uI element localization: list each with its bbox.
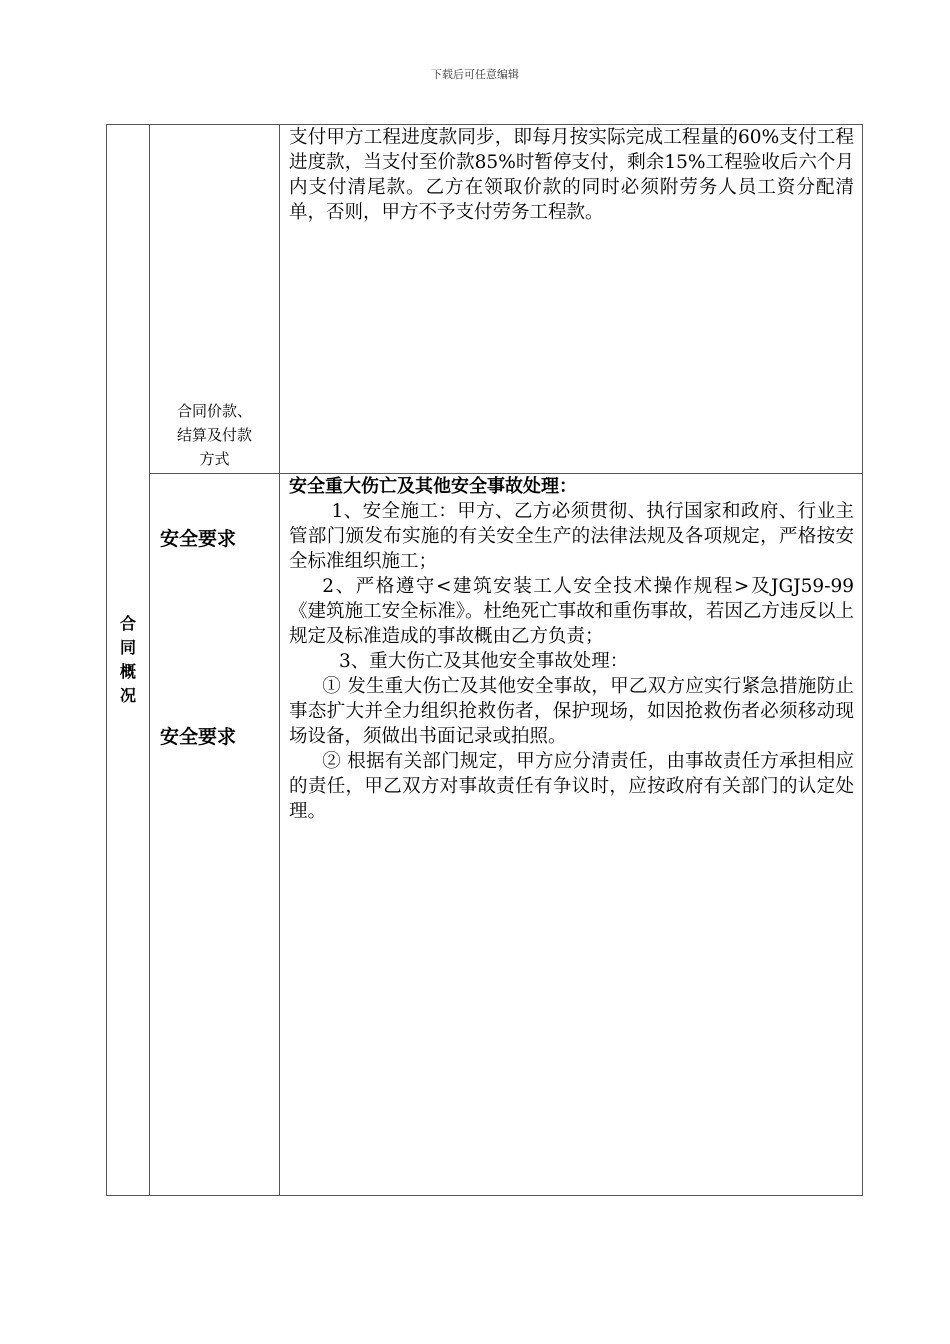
- safety-label-bottom: 安全要求: [160, 726, 237, 748]
- outer-label-char: 概: [119, 662, 136, 681]
- safety-heading: 安全重大伤亡及其他安全事故处理：: [289, 476, 577, 497]
- payment-row: [107, 125, 863, 474]
- safety-item-1: 1、安全施工：甲方、乙方必须贯彻、执行国家和政府、行业主管部门颁发布实施的有关安全生产的法律法规及各项规定，严格按安全标准组织施工；: [289, 501, 854, 572]
- safety-label-top: 安全要求: [160, 528, 237, 550]
- payment-paragraph: 支付甲方工程进度款同步，即每月按实际完成工程量的60%支付工程进度款，当支付至价款85%时暂停支付，剩余15%工程验收后六个月内支付清尾款。乙方在领取价款的同时必须附劳务人员工资分配清单，否则，甲方不予支付劳务工程款。: [289, 127, 854, 223]
- safety-item-3: 3、重大伤亡及其他安全事故处理：: [338, 651, 629, 672]
- safety-item-2: 2、严格遵守<建筑安装工人安全技术操作规程>及JGJ59-99《建筑施工安全标准》。杜绝死亡事故和重伤事故，若因乙方违反以上规定及标准造成的事故概由乙方负责；: [289, 576, 854, 647]
- contract-table: [106, 124, 863, 1196]
- safety-sub-2: ② 根据有关部门规定，甲方应分清责任，由事故责任方承担相应的责任，甲乙双方对事故责任有争议时，应按政府有关部门的认定处理。: [289, 751, 854, 822]
- safety-content-cell: [280, 474, 863, 1196]
- payment-content-cell: [280, 125, 863, 474]
- payment-label-line: 结算及付款: [176, 426, 252, 444]
- payment-label-line: 方式: [199, 450, 230, 468]
- outer-label-char: 合: [119, 614, 136, 633]
- payment-label-line: 合同价款、: [176, 402, 252, 420]
- payment-label: [150, 399, 279, 471]
- payment-label-cell: [150, 125, 280, 474]
- header-note: 下载后可任意编辑: [431, 68, 519, 81]
- safety-row: [107, 474, 863, 1196]
- outer-label-char: 况: [119, 686, 136, 705]
- safety-sub-1: ① 发生重大伤亡及其他安全事故，甲乙双方应实行紧急措施防止事态扩大并全力组织抢救伤者，保护现场，如因抢救伤者必须移动现场设备，须做出书面记录或拍照。: [289, 676, 854, 747]
- safety-label-cell: [150, 474, 280, 1196]
- outer-label-char: 同: [119, 638, 136, 657]
- contract-overview-label: [107, 125, 150, 1196]
